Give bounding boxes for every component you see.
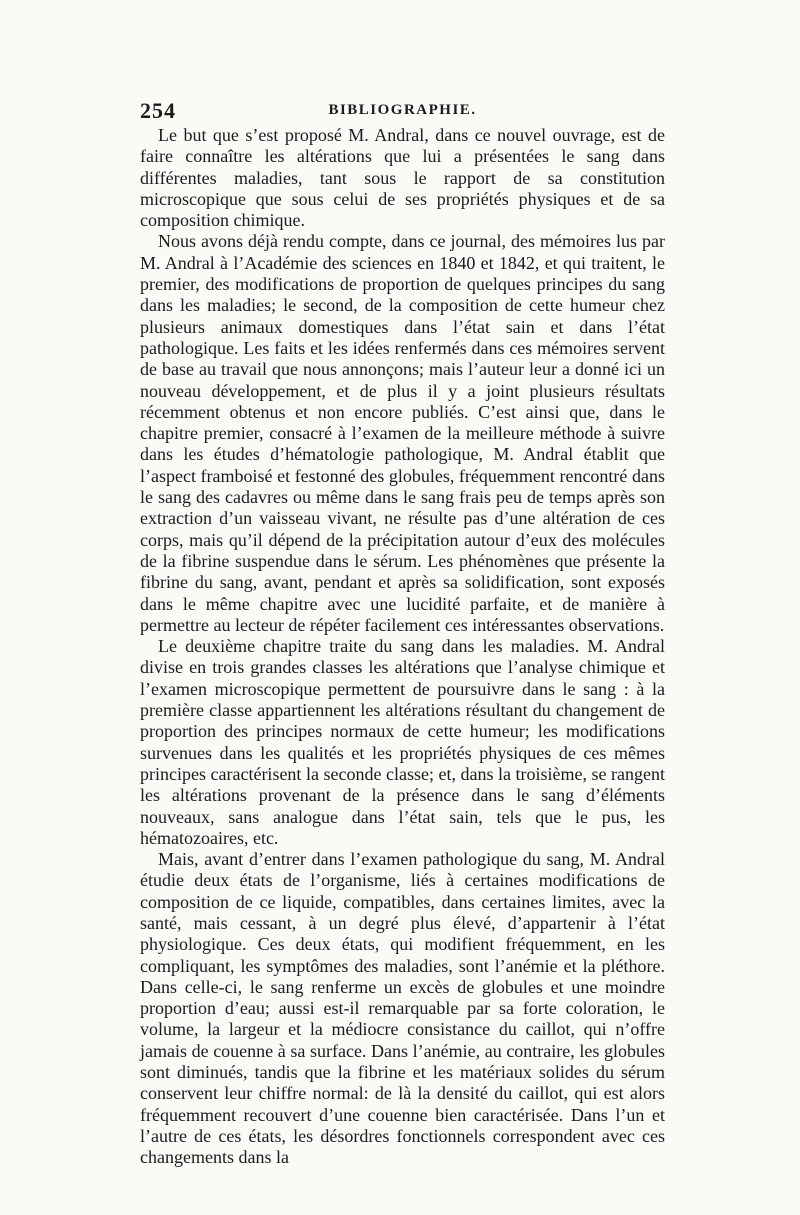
page-header <box>140 98 665 126</box>
body-text <box>140 125 665 1169</box>
page-number: 254 <box>140 98 176 123</box>
paragraph: Le but que s’est proposé M. Andral, dans ce nouvel ouvrage, est de faire connaître les altérations que lui a présentées le sang dans différentes maladies, tant sous le rapport de sa constitution microscopique que sous celui de ses propriétés physiques et de sa composition chimique. <box>140 125 665 231</box>
paragraph: Le deuxième chapitre traite du sang dans les maladies. M. Andral divise en trois grandes classes les altérations que l’analyse chimique et l’examen microscopique permettent de poursuivre dans le sang : à la première classe appartiennent les altérations résultant du changement de proportion des principes normaux de cette humeur; les modifications survenues dans les qualités et les propriétés physiques de ces mêmes principes caractérisent la seconde classe; et, dans la troisième, se rangent les altérations provenant de la présence dans le sang d’éléments nouveaux, sans analogue dans l’état sain, tels que le pus, les hématozoaires, etc. <box>140 636 665 848</box>
paragraph: Mais, avant d’entrer dans l’examen pathologique du sang, M. Andral étudie deux états de l’organisme, liés à certaines modifications de composition de ce liquide, compatibles, dans certaines limites, avec la santé, mais cessant, à un degré plus élevé, d’appartenir à l’état physiologique. Ces deux états, qui modifient fréquemment, en les compliquant, les symptômes des maladies, sont l’anémie et la pléthore. Dans celle-ci, le sang renferme un excès de globules et une moindre proportion d’eau; aussi est-il remarquable par sa forte coloration, le volume, la largeur et la médiocre consistance du caillot, qui n’offre jamais de couenne à sa surface. Dans l’anémie, au contraire, les globules sont diminués, tandis que la fibrine et les matériaux solides du sérum conservent leur chiffre normal: de là la densité du caillot, qui est alors fréquemment recouvert d’une couenne bien caractérisée. Dans l’un et l’autre de ces états, les désordres fonctionnels correspondent avec ces changements dans la <box>140 849 665 1168</box>
paragraph: Nous avons déjà rendu compte, dans ce journal, des mémoires lus par M. Andral à l’Académie des sciences en 1840 et 1842, et qui traitent, le premier, des modifications de proportion de quelques principes du sang dans les maladies; le second, de la composition de cette humeur chez plusieurs animaux domestiques dans l’état sain et dans l’état pathologique. Les faits et les idées renfermés dans ces mémoires servent de base au travail que nous annonçons; mais l’auteur leur a donné ici un nouveau développement, et de plus il y a joint plusieurs résultats récemment obtenus et non encore publiés. C’est ainsi que, dans le chapitre premier, consacré à l’examen de la meilleure méthode à suivre dans les études d’hématologie pathologique, M. Andral établit que l’aspect framboisé et festonné des globules, fréquemment rencontré dans le sang des cadavres ou même dans le sang frais peu de temps après son extraction d’un vaisseau vivant, ne résulte pas d’une altération de ces corps, mais qu’il dépend de la précipitation autour d’eux des molécules de la fibrine suspendue dans le sérum. Les phénomènes que présente la fibrine du sang, avant, pendant et après sa solidification, sont exposés dans le même chapitre avec une lucidité parfaite, et de manière à permettre au lecteur de répéter facilement ces intéressantes observations. <box>140 231 665 635</box>
running-head: BIBLIOGRAPHIE. <box>328 102 477 118</box>
